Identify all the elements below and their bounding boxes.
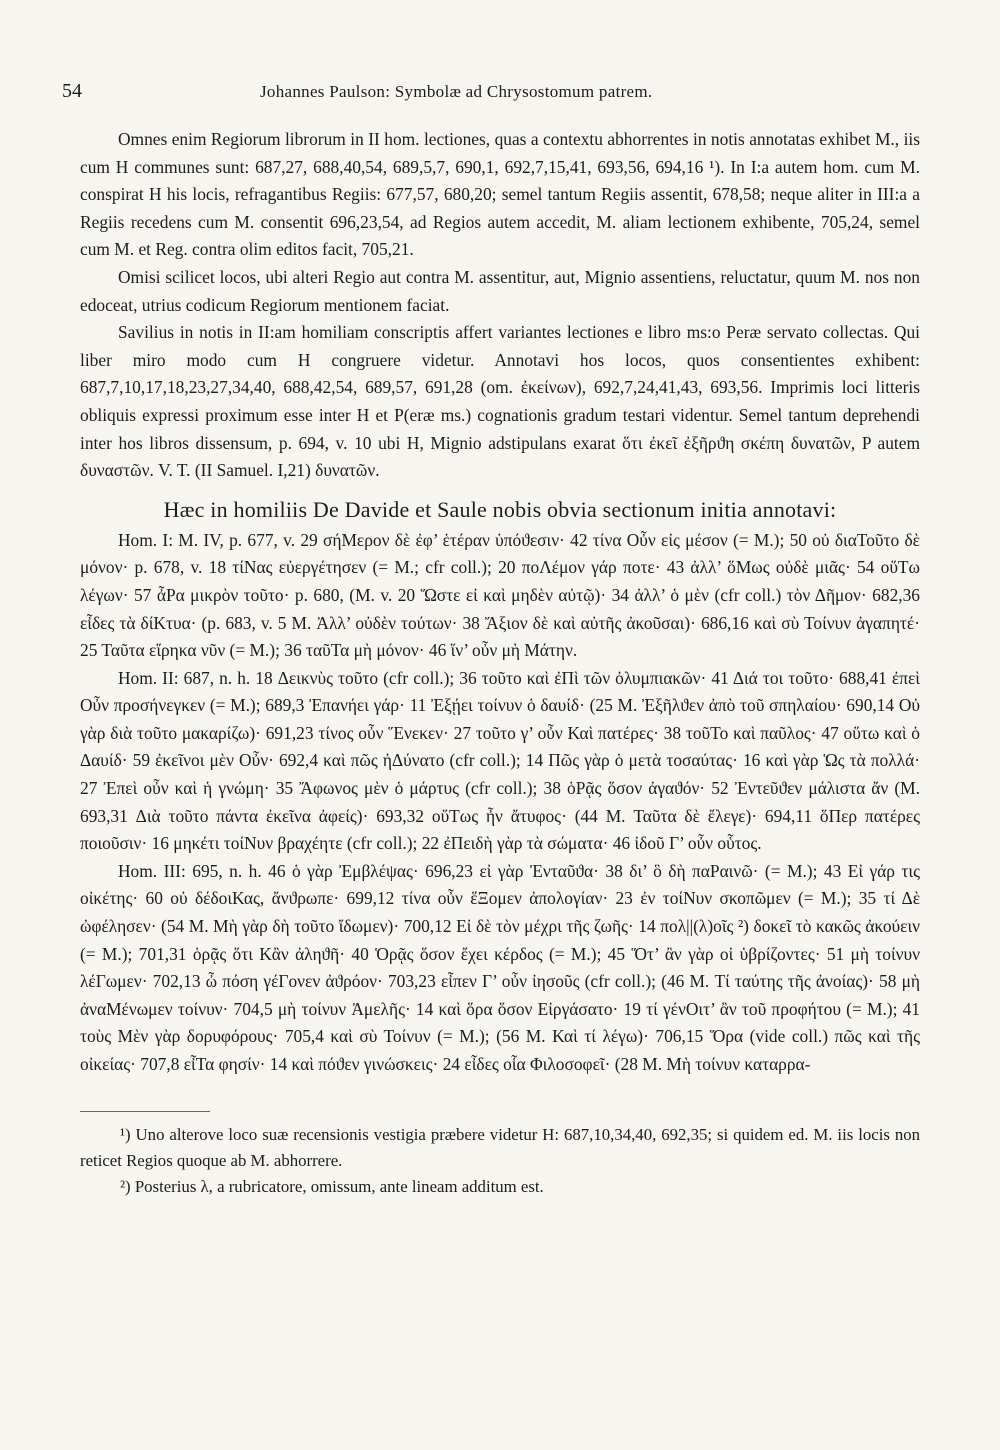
running-head bbox=[62, 80, 920, 120]
homily-entry: Hom. II: 687, n. h. 18 Δεικνὺς τοῦτο (cfr coll.); 36 τοῦτο καὶ ἐΠὶ τῶν ὀλυμπιακῶν· 41 Διά τοι τοῦτο· 688,41 ἐπεὶ Οὖν προσήνεγκεν (= M.); 689,3 Ἐπανήει γάρ· 11 Ἐξῄει τοίνυν ὁ δαυίδ· (25 M. Ἐξῆλϑεν ἀπὸ τοῦ σπηλαίου· 690,14 Οὐ γὰρ διὰ τοῦτο μακαρίζω)· 691,23 τίνος οὖν Ἕνεκεν· 27 τοῦτο γ’ οὖν Καὶ πατέρες· 38 τοῦΤο καὶ παῦλος· 47 οὕτω καὶ ὁ Δαυίδ· 59 ἐκεῖνοι μὲν Οὖν· 692,4 καὶ πῶς ἠΔύνατο (cfr coll.); 14 Πῶς γὰρ ὁ μετὰ τοσαύτας· 16 καὶ γὰρ Ὡς τὰ πολλά· 27 Ἐπεὶ οὖν καὶ ἡ γνώμη· 35 Ἄφωνος μὲν ὁ μάρτυς (cfr coll.); 38 ὁΡᾷς ὅσον ἀγαϑόν· 52 Ἐντεῦϑεν μάλιστα ἄν (M. 693,31 Διὰ τοῦτο πάντα ἐκεῖνα ἀφείς)· 693,32 οὕΤως ἦν ἄτυφος· (44 M. Ταῦτα δὲ ἔλεγε)· 694,11 ὅΠερ πατέρες ποιοῦσιν· 16 μηκέτι τοίΝυν βραχέητε (cfr coll.); 22 ἐΠειδὴ γὰρ τὰ σώματα· 46 ἰδοῦ Γ’ οὖν οὗτος. bbox=[80, 667, 920, 854]
homily-list bbox=[80, 527, 920, 1079]
homily-entry: Hom. I: M. IV, p. 677, v. 29 σήΜερον δὲ ἐφ’ ἑτέραν ὑπόϑεσιν· 42 τίνα Οὖν εἰς μέσον (= M.); 50 οὐ διαΤοῦτο δὲ μόνον· p. 678, v. 18 τίΝας εὐεργέτησεν (= M.; cfr coll.); 20 ποΛέμον γάρ ποτε· 43 ἀλλ’ ὅΜως οὐδὲ μιᾶς· 54 οὕΤω λέγων· 57 ἆΡα μικρὸν τοῦτο· p. 680, (M. v. 20 Ὥστε εἰ καὶ μηδὲν αὐτῷ)· 34 ἀλλ’ ὁ μὲν (cfr coll.) τὸν Δῆμον· 682,36 εἶδες τὰ δίΚτυα· (p. 683, v. 5 M. Ἀλλ’ οὐδὲν τούτων· 38 Ἄξιον δὲ καὶ αὐτῆς ἀκοῦσαι)· 686,16 καὶ σὺ Τοίνυν ἀγαπητέ· 25 Ταῦτα εἴρηκα νῦν (= M.); 36 ταῦΤα μὴ μόνον· 46 ἵν’ οὖν μὴ Μάτην. bbox=[80, 529, 920, 661]
homily-entry: Hom. III: 695, n. h. 46 ὁ γὰρ Ἐμβλέψας· 696,23 εἰ γὰρ Ἐνταῦϑα· 38 δι’ ὃ δὴ παΡαινῶ· (= M.); 43 Εἰ γάρ τις οἰκέτης· 60 οὐ δέδοιΚας, ἄνϑρωπε· 699,12 τίνα οὖν ἕΞομεν ἀπολογίαν· 23 ἐν τοίΝυν σκοπῶμεν (= M.); 35 τί Δὲ ὠφέλησεν· (54 M. Μὴ γὰρ δὴ τοῦτο ἴδωμεν)· 700,12 Εἰ δὲ τὸν μέχρι τῆς ζωῆς· 14 πολ||(λ)οῖς ²) δοκεῖ τὸ κακῶς ἀκούειν (= M.); 701,31 ὁρᾷς ὅτι Κἂν ἀληϑῆ· 40 Ὁρᾷς ὅσον ἔχει κέρδος (= M.); 45 Ὅτ’ ἂν γὰρ οἱ ὑβρίζοντες· 51 μὴ τοίνυν λέΓωμεν· 702,13 ὦ πόση γέΓονεν ἀϑρόον· 703,23 εἶπεν Γ’ οὖν ἰησοῦς (cfr coll.); (46 M. Τί ταύτης τῆς ἀνοίας)· 58 μὴ ἀναΜένωμεν τοίνυν· 704,5 μὴ τοίνυν Ἀμελῆς· 14 καὶ ὅρα ὅσον Εἰργάσατο· 19 τί γένΟιτ’ ἂν τοῦ προφήτου (= M.); 41 τοὺς Μὲν γὰρ δορυφόρους· 705,4 καὶ σὺ Τοίνυν (= M.); (56 M. Καὶ τί λέγω)· 706,15 Ὅρα (vide coll.) πῶς καὶ τῆς οἰκείας· 707,8 εἶΤα φησίν· 14 καὶ πόϑεν γινώσκεις· 24 εἶδες οἷα Φιλοσοφεῖ· (28 M. Μὴ τοίνυν καταρρα- bbox=[80, 860, 920, 1074]
paragraph: Omisi scilicet locos, ubi alteri Regio aut contra M. assentitur, aut, Mignio assentiens, reluctatur, quum M. nos non edoceat, utrius codicum Regiorum mentionem faciat. bbox=[80, 266, 920, 315]
footnote: ¹) Uno alterove loco suæ recensionis vestigia præbere videtur H: 687,10,34,40, 692,35; si quidem ed. M. iis locis non reticet Regios quoque ab M. abhorrere. bbox=[80, 1124, 920, 1170]
page-number: 54 bbox=[62, 80, 82, 102]
running-title: Johannes Paulson: Symbolæ ad Chrysostomum patrem. bbox=[260, 82, 653, 101]
body-text bbox=[80, 126, 920, 485]
footnote-rule bbox=[80, 1111, 210, 1112]
footnote: ²) Posterius λ, a rubricatore, omissum, ante lineam additum est. bbox=[120, 1176, 544, 1196]
paragraph: Savilius in notis in II:am homiliam conscriptis affert variantes lectiones e libro ms:o Peræ servato collectas. Qui liber miro modo cum H congruere videtur. Annotavi hos locos, quos consentientes exhibent: 687,7,10,17,18,23,27,34,40, 688,42,54, 689,57, 691,28 (om. ἐκείνων), 692,7,24,41,43, 693,56. Imprimis loci litteris obliquis expressi proximum esse inter H et P(eræ ms.) cognationis gradum testari videntur. Semel tantum deprehendi inter hos libros dissensum, p. 694, v. 10 ubi H, Mignio adstipulans exarat ὅτι ἐκεῖ ἐξῆρϑη σκέπη δυνατῶν, P autem δυναστῶν. V. T. (II Samuel. I,21) δυνατῶν. bbox=[80, 322, 920, 481]
footnotes bbox=[80, 1122, 920, 1200]
paragraph: Omnes enim Regiorum librorum in II hom. lectiones, quas a contextu abhorrentes in notis annotatas exhibet M., iis cum H communes sunt: 687,27, 688,40,54, 689,5,7, 690,1, 692,7,15,41, 693,56, 694,16 ¹). In I:a autem hom. cum M. conspirat H his locis, refragantibus Regiis: 677,57, 680,20; semel tantum Regiis assentit, 678,58; neque aliter in III:a a Regiis recedens cum M. consentit 696,23,54, ad Regios autem accedit, M. aliam lectionem exhibente, 705,24, semel cum M. et Reg. contra olim editos facit, 705,21. bbox=[80, 129, 920, 260]
section-heading: Hæc in homiliis De Davide et Saule nobis obvia sectionum initia annotavi: bbox=[163, 496, 837, 522]
